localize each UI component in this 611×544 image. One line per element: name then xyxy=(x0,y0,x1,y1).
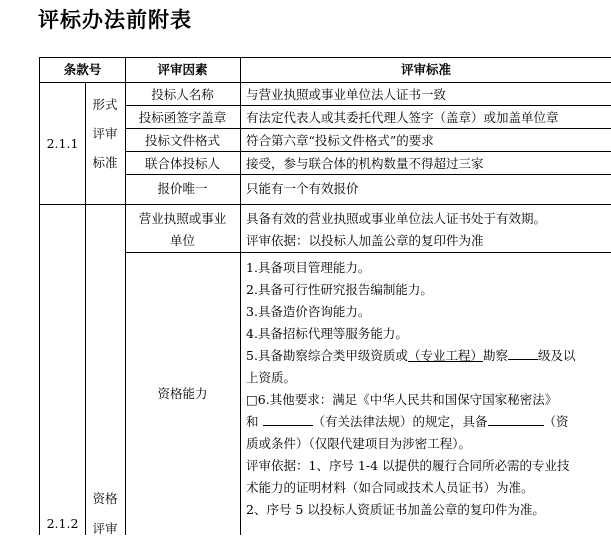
qual-line-6b xyxy=(246,411,609,433)
category-211 xyxy=(85,90,125,177)
factor-name: 投标人名称 xyxy=(151,87,214,102)
qual-line: 1.具备项目管理能力。 xyxy=(246,260,371,275)
category-line: 形式 xyxy=(92,97,118,112)
category-212 xyxy=(85,484,125,544)
standard-line: 评审依据：以投标人加盖公章的复印件为准 xyxy=(246,233,484,248)
text: （有关法律法规）的规定，具备 xyxy=(312,414,488,429)
qual-line: 3.具备造价咨询能力。 xyxy=(246,304,371,319)
qual-line: 质或条件）（仅限代建项目为涉密工程）。 xyxy=(246,436,472,451)
header-standard: 评审标准 xyxy=(400,62,451,77)
header-rule xyxy=(40,82,611,83)
blank-underline xyxy=(508,345,538,360)
factor-qualification: 资格能力 xyxy=(157,386,208,401)
text: 5.具备勘察综合类甲级资质或 xyxy=(246,348,408,363)
blank-underline xyxy=(488,411,544,426)
header-factor: 评审因素 xyxy=(157,62,208,77)
row-rule xyxy=(125,174,611,175)
text: 级及以 xyxy=(537,348,576,363)
row-rule xyxy=(125,128,611,129)
evaluation-table xyxy=(39,57,611,535)
text: （资 xyxy=(543,414,569,429)
qual-line: 4.具备招标代理等服务能力。 xyxy=(246,326,408,341)
col-divider xyxy=(125,58,126,535)
standard-consortium: 接受，参与联合体的机构数量不得超过三家 xyxy=(246,156,484,171)
standard-format: 符合第六章“投标文件格式”的要求 xyxy=(246,133,434,148)
clause-number-212: 2.1.2 xyxy=(46,516,79,531)
qual-line: 2.具备可行性研究报告编制能力。 xyxy=(246,282,433,297)
factor-line: 单位 xyxy=(169,233,195,248)
underlined-text: （专业工程） xyxy=(407,348,483,363)
qual-line-5 xyxy=(246,345,609,367)
qual-line: 上资质。 xyxy=(246,370,297,385)
standard-line: 具备有效的营业执照或事业单位法人证书处于有效期。 xyxy=(246,211,547,226)
standard-unique-quote: 只能有一个有效报价 xyxy=(246,181,359,196)
factor-unique-quote: 报价唯一 xyxy=(157,181,208,196)
category-line: 资格 xyxy=(92,491,118,506)
category-line: 评审 xyxy=(92,126,118,141)
factor-format: 投标文件格式 xyxy=(144,133,220,148)
blank-underline xyxy=(263,411,313,426)
factor-consortium: 联合体投标人 xyxy=(144,156,220,171)
col-divider xyxy=(240,58,241,535)
clause-number-211: 2.1.1 xyxy=(46,136,79,151)
standard-name: 与营业执照或事业单位法人证书一致 xyxy=(246,87,447,102)
row-rule xyxy=(125,105,611,106)
text: 勘察 xyxy=(482,348,508,363)
row-rule xyxy=(125,252,611,253)
qual-line-6: □6.其他要求：满足《中华人民共和国保守国家秘密法》 xyxy=(246,392,558,407)
factor-license xyxy=(125,208,240,252)
page-title: 评标办法前附表 xyxy=(38,8,192,32)
row-rule xyxy=(125,151,611,152)
standard-license xyxy=(246,208,611,252)
section-rule xyxy=(40,204,611,205)
basis-line: 2、序号 5 以投标人资质证书加盖公章的复印件为准。 xyxy=(246,502,545,517)
standard-qualification xyxy=(246,257,609,521)
category-line: 评审 xyxy=(92,521,118,536)
factor-line: 营业执照或事业 xyxy=(138,211,227,226)
header-clause: 条款号 xyxy=(63,62,102,77)
category-line: 标准 xyxy=(92,155,118,170)
standard-signature: 有法定代表人或其委托代理人签字（盖章）或加盖单位章 xyxy=(246,110,559,125)
basis-line: 术能力的证明材料（如合同或技术人员证书）为准。 xyxy=(246,480,534,495)
factor-signature: 投标函签字盖章 xyxy=(138,110,227,125)
text: 和 xyxy=(246,414,259,429)
basis-line: 评审依据：1、序号 1-4 以提供的履行合同所必需的专业技 xyxy=(246,458,570,473)
